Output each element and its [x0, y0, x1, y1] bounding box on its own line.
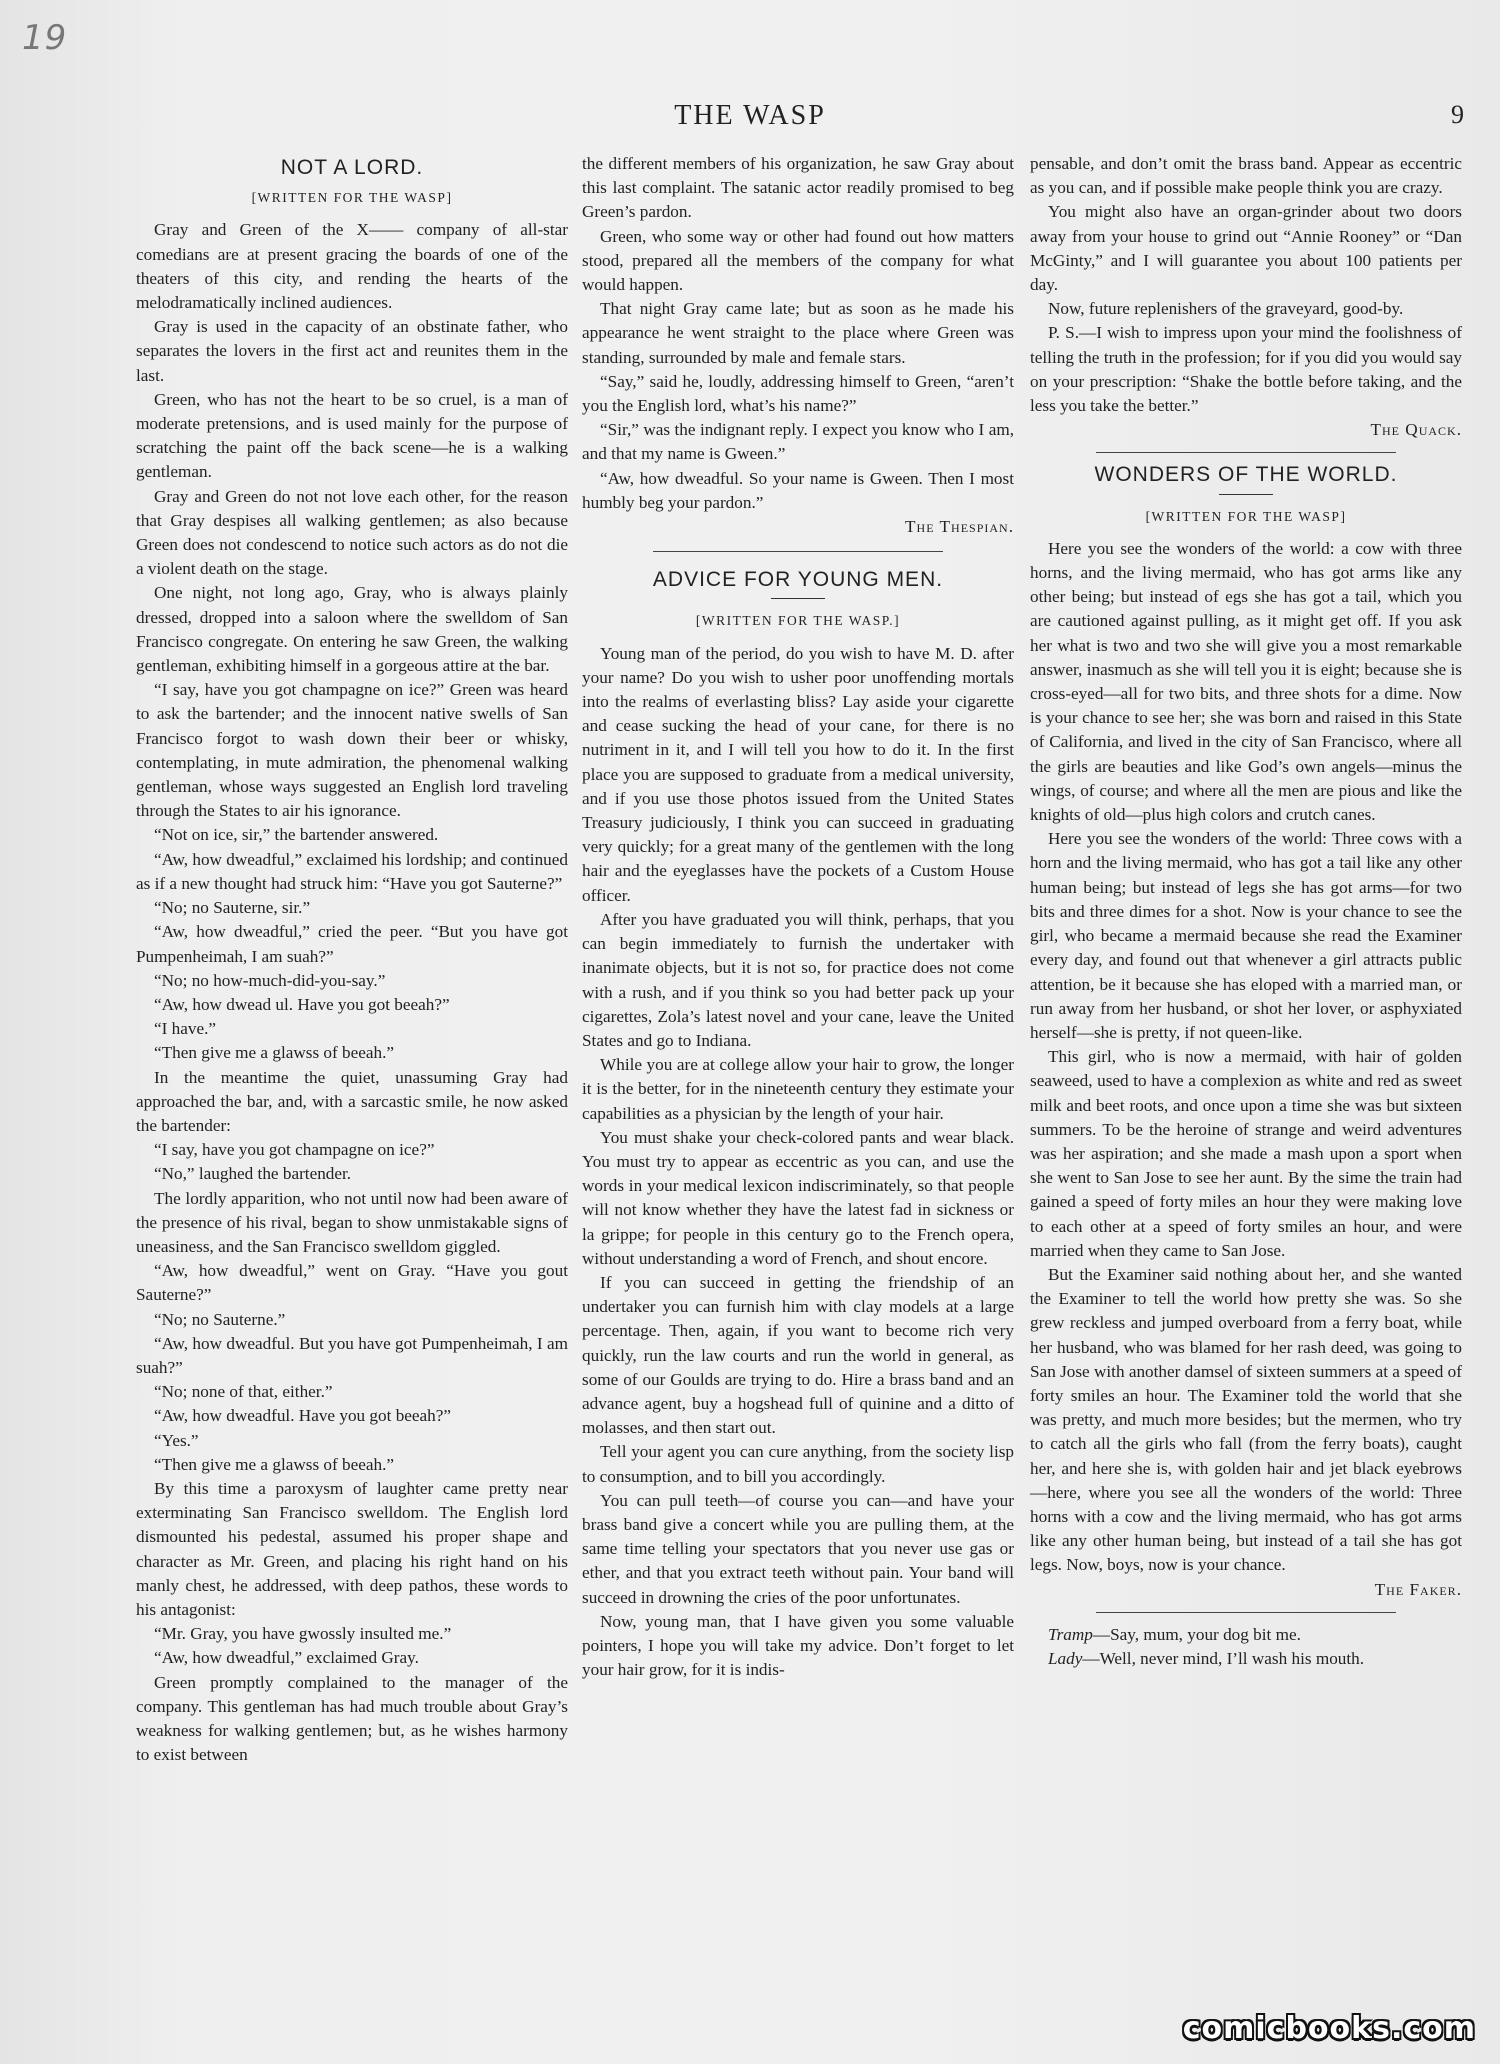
- paragraph: “Say,” said he, loudly, addressing himself to Green, “aren’t you the English lord, what’s his name?”: [582, 371, 1014, 416]
- paragraph: You might also have an organ-grinder about two doors away from your house to grind out “Annie Rooney” or “Dan McGinty,” and I will guarantee you about 100 patients per day.: [1030, 202, 1462, 295]
- article-signature: The Faker.: [1374, 1579, 1462, 1599]
- speaker-name: Lady: [1048, 1648, 1083, 1668]
- paragraph: “Aw, how dweadful. Have you got beeah?”: [154, 1406, 452, 1426]
- watermark-logo: comicbooks.com: [1182, 2011, 1476, 2046]
- article-continuation-advice: [1030, 152, 1462, 442]
- dialogue-text: —Say, mum, your dog bit me.: [1092, 1624, 1301, 1644]
- article-subhead: [WRITTEN FOR THE WASP]: [251, 190, 453, 206]
- paragraph: Gray is used in the capacity of an obstinate father, who separates the lovers in the first act and reunites them in the last.: [136, 317, 568, 385]
- article-signature: The Thespian.: [905, 517, 1014, 537]
- paragraph: Green, who some way or other had found out how matters stood, prepared all the members of the company for what would happen.: [582, 226, 1014, 295]
- paragraph: You must shake your check-colored pants and wear black. You must try to appear as eccentric as you can, and use the words in your medical lexicon indiscriminately, so that people will not know whether they have the latest fad in sickness or la grippe; for people in this century go to the French opera, without understanding a word of French, and shout encore.: [582, 1127, 1014, 1268]
- article-body-wonders: [1030, 537, 1462, 1602]
- paragraph: Tell your agent you can cure anything, from the society lisp to consumption, and to bill you accordingly.: [582, 1442, 1014, 1486]
- paragraph: In the meantime the quiet, unassuming Gray had approached the bar, and, with a sarcastic smile, he now asked the bartender:: [136, 1067, 568, 1135]
- paragraph: “Aw, how dweadful,” exclaimed Gray.: [154, 1648, 419, 1668]
- page-number: 9: [1451, 100, 1464, 129]
- paragraph: Gray and Green do not not love each other, for the reason that Gray despises all walking gentlemen; as also because Green does not condescend to notice such actors as do not die a violent death on the stage.: [136, 486, 568, 579]
- paragraph: Young man of the period, do you wish to have M. D. after your name? Do you wish to usher poor unoffending mortals into the realms of everlasting bliss? Lay aside your cigarette and cease sucking the head of your cane, for there is no nutriment in it, and I will tell you how to do it. In the first place you are supposed to graduate from a medical university, and if you use those photos issued from the United States Treasury judiciously, I think you can succeed in graduating very quickly; for a great many of the gentlemen with the long hair and the eyeglasses have the pockets of a Custom House officer.: [582, 643, 1014, 905]
- paragraph: “No,” laughed the bartender.: [154, 1164, 352, 1184]
- paragraph: One night, not long ago, Gray, who is always plainly dressed, dropped into a saloon where the swelldom of San Francisco congregate. On entering he saw Green, the walking gentleman, exhibiting himself in a gorgeous attire at the bar.: [136, 583, 568, 676]
- paragraph: P. S.—I wish to impress upon your mind the foolishness of telling the truth in the profession; for if you did you would say on your prescription: “Shake the bottle before taking, and the less you take the better.”: [1030, 323, 1462, 416]
- paragraph: You can pull teeth—of course you can—and have your brass band give a concert while you are pulling them, at the same time telling your spectators that you never use gas or ether, and that you extract teeth without pain. Your band will succeed in drowning the cries of the poor unfortunates.: [582, 1490, 1014, 1607]
- article-title-advice: ADVICE FOR YOUNG MEN.: [652, 568, 944, 592]
- paragraph: Gray and Green of the X—— company of all-star comedians are at present gracing the boards of one of the theaters of this city, and rending the hearts of the melodramatically inclined audiences.: [136, 220, 568, 313]
- paragraph: “I say, have you got champagne on ice?”: [154, 1140, 435, 1160]
- paragraph: “Aw, how dwead ul. Have you got beeah?”: [154, 994, 450, 1014]
- article-continuation-not-a-lord: [582, 152, 1014, 539]
- section-divider: [1096, 452, 1396, 453]
- title-rule: [1219, 494, 1273, 495]
- paragraph: “Aw, how dweadful,” went on Gray. “Have you gout Sauterne?”: [136, 1261, 568, 1305]
- paragraph: pensable, and don’t omit the brass band. Appear as eccentric as you can, and if possible make people think you are crazy.: [1030, 154, 1462, 198]
- paragraph: The lordly apparition, who not until now had been aware of the presence of his rival, began to show unmistakable signs of uneasiness, and the San Francisco swelldom giggled.: [136, 1188, 568, 1256]
- article-signature: The Quack.: [1370, 420, 1462, 440]
- paragraph: This girl, who is now a mermaid, with hair of golden seaweed, used to have a complexion as white and red as sweet milk and beet roots, and once upon a time she was but sixteen summers. To be the heroine of strange and weird adventures was her aspiration; and she made a mash upon a sport when she went to San Jose to see her aunt. By the sime the train had gained a speed of forty miles an hour they were making love to each other at a speed of forty smiles an hour, and were married when they came to San Jose.: [1030, 1047, 1462, 1260]
- title-rule: [771, 598, 825, 599]
- pencil-page-mark: 19: [22, 18, 68, 58]
- paragraph: By this time a paroxysm of laughter came pretty near exterminating San Francisco swelldom. The English lord dismounted his pedestal, assumed his proper shape and character as Mr. Green, and placing his right hand on his manly chest, he addressed, with deep pathos, these words to his antagonist:: [136, 1478, 568, 1619]
- paragraph: That night Gray came late; but as soon as he made his appearance he went straight to the place where Green was standing, surrounded by male and female stars.: [582, 299, 1014, 367]
- paragraph: But the Examiner said nothing about her, and she wanted the Examiner to tell the world how pretty she was. So she grew reckless and jumped overboard from a ferry boat, while her husband, who was blamed for her rash deed, was going to San Jose with another damsel of sixteen summers at a speed of forty smiles an hour. The Examiner told the world that she was pretty, and much more besides; but the mermen, who try to catch all the girls who fall (from the ferry boats), caught her, and here she is, with golden hair and jet black eyebrows—here, where you see all the wonders of the world: Three horns with a cow and the living mermaid, who has got arms like any other human being, but instead of a tail she has got legs. Now, boys, now is your chance.: [1030, 1264, 1462, 1575]
- paragraph: the different members of his organization, he saw Gray about this last complaint. The satanic actor readily promised to beg Green’s pardon.: [582, 154, 1014, 222]
- paragraph: While you are at college allow your hair to grow, the longer it is the better, for in the nineteenth century they estimate your capabilities as a physician by the length of your hair.: [582, 1055, 1014, 1123]
- paragraph: Here you see the wonders of the world: a cow with three horns, and the living mermaid, who has got arms like any other being; but instead of egs she has got a tail, which you are cautioned against pulling, as it might get off. If you ask her what is two and two she will give you a most remarkable answer, inasmuch as she will tell you it is eight; because she is cross-eyed—all for two bits, and three shots for a dime. Now is your chance to see her; she was born and raised in this State of California, and lived in the city of San Francisco, where all the girls are beauties and like God’s own angels—minus the wings, of course; and where all the men are pious and like the knights of old—plus high colors and crutch canes.: [1030, 538, 1462, 825]
- masthead: THE WASP: [674, 100, 826, 131]
- paragraph: After you have graduated you will think, perhaps, that you can begin immediately to furnish the undertaker with inanimate objects, but it is not so, for practice does not come with a rush, and if you think so you had better pack up your cigarettes, Zola’s latest novel and your cane, leave the United States and go to Indiana.: [582, 909, 1014, 1050]
- paragraph: “Then give me a glawss of beeah.”: [154, 1454, 395, 1474]
- joke-dialogue: [1030, 1623, 1462, 1671]
- article-subhead: [WRITTEN FOR THE WASP]: [1145, 508, 1347, 524]
- paragraph: “Aw, how dweadful. So your name is Gween. Then I most humbly beg your pardon.”: [582, 468, 1014, 512]
- paragraph: “Aw, how dweadful,” exclaimed his lordship; and continued as if a new thought had struck him: “Have you got Sauterne?”: [136, 849, 568, 893]
- paragraph: “No; no Sauterne.”: [154, 1309, 286, 1329]
- section-divider: [1096, 1612, 1396, 1613]
- paragraph: “Mr. Gray, you have gwossly insulted me.”: [154, 1624, 452, 1644]
- paragraph: Now, future replenishers of the graveyard, good-by.: [1048, 299, 1404, 319]
- column-2: [582, 152, 1014, 1682]
- paragraph: Green, who has not the heart to be so cruel, is a man of moderate pretensions, and is used mainly for the purpose of scratching the paint off the back scene—he is a walking gentleman.: [136, 389, 568, 482]
- speaker-name: Tramp: [1048, 1624, 1093, 1644]
- paragraph: “Aw, how dweadful. But you have got Pumpenheimah, I am suah?”: [136, 1333, 568, 1377]
- section-divider: [653, 551, 943, 552]
- paragraph: Now, young man, that I have given you some valuable pointers, I hope you will take my advice. Don’t forget to let your hair grow, for it is indis-: [582, 1611, 1014, 1680]
- dialogue-text: —Well, never mind, I’ll wash his mouth.: [1082, 1648, 1365, 1668]
- paragraph: “Aw, how dweadful,” cried the peer. “But you have got Pumpenheimah, I am suah?”: [136, 922, 568, 966]
- paragraph: “No; no Sauterne, sir.”: [154, 898, 311, 918]
- paragraph: “Sir,” was the indignant reply. I expect you know who I am, and that my name is Gween.”: [582, 420, 1014, 464]
- paragraph: “I say, have you got champagne on ice?” Green was heard to ask the bartender; and the innocent native swells of San Francisco forgot to wash down their beer or whisky, contemplating, in mute admiration, the phenomenal walking gentleman, whose ways suggested an English lord traveling through the States to air his ignorance.: [136, 680, 568, 821]
- article-body-not-a-lord: [136, 218, 568, 1767]
- paragraph: “I have.”: [154, 1019, 217, 1039]
- article-subhead: [WRITTEN FOR THE WASP.]: [695, 613, 901, 629]
- article-title-not-a-lord: NOT A LORD.: [280, 156, 424, 179]
- column-3: [1030, 152, 1462, 1671]
- paragraph: If you can succeed in getting the friendship of an undertaker you can furnish him with clay models at a large percentage. Then, again, if you want to become rich very quickly, run the law courts and run the world in general, as some of our Goulds are trying to do. Hire a brass band and an advance agent, buy a hogshead full of quinine and a ditto of molasses, and then start out.: [582, 1272, 1014, 1438]
- paragraph: “Not on ice, sir,” the bartender answered.: [154, 825, 439, 845]
- paragraph: “No; no how-much-did-you-say.”: [154, 970, 386, 990]
- column-1: [136, 152, 568, 1767]
- article-title-wonders: WONDERS OF THE WORLD.: [1094, 463, 1398, 487]
- paragraph: “No; none of that, either.”: [154, 1382, 333, 1402]
- article-body-advice: [582, 642, 1014, 1683]
- paragraph: “Yes.”: [154, 1430, 199, 1450]
- paragraph: Here you see the wonders of the world: Three cows with a horn and the living mermaid, who has got a tail like any other human being; but instead of legs she has got arms—for two bits and three dimes for a shot. Now is your chance to see the girl, who became a mermaid because she read the Examiner every day, and found out that whenever a girl attracts public attention, be it because she has eloped with a married man, or run away from her husband, or shot her lover, or asphyxiated herself—she is pretty, if not queen-like.: [1030, 829, 1462, 1042]
- paragraph: Green promptly complained to the manager of the company. This gentleman has had much trouble about Gray’s weakness for walking gentlemen; but, as he wishes harmony to exist between: [136, 1672, 568, 1765]
- dialogue-line: [1030, 1647, 1462, 1671]
- paragraph: “Then give me a glawss of beeah.”: [154, 1043, 395, 1063]
- dialogue-line: [1030, 1623, 1462, 1647]
